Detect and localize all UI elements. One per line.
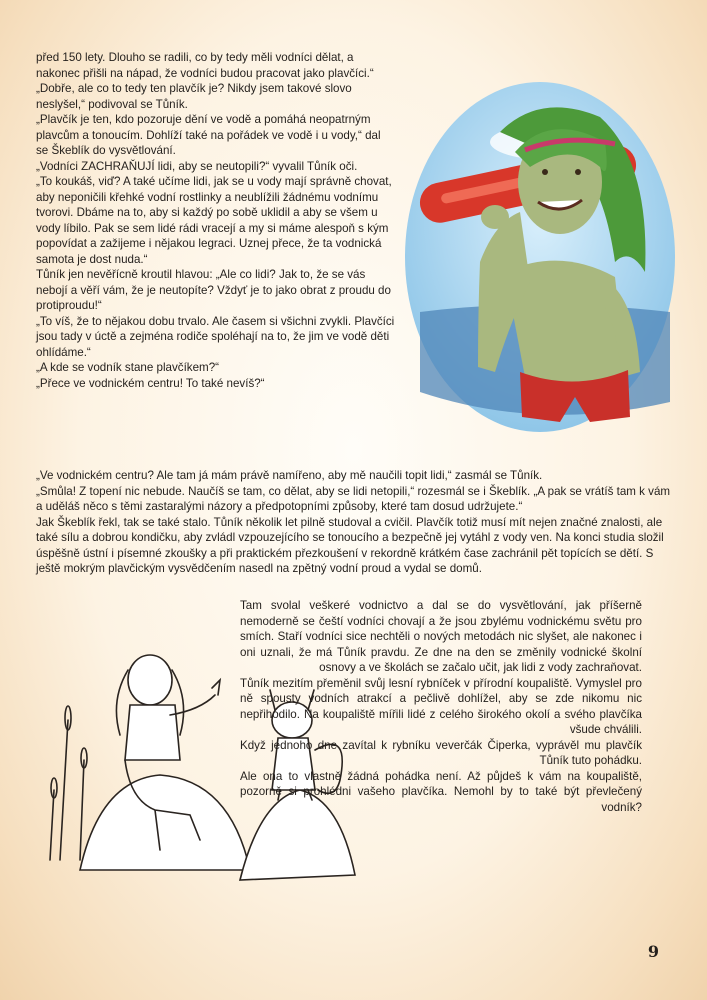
paragraph: „To víš, že to nějakou dobu trvalo. Ale časem si všichni zvykli. Plavčíci jsou tady v úctě a zejména rodiče spoléhají na to, že jim ve vodě děti ohlídáme.“ (36, 314, 395, 359)
paragraph: Jak Škeblík řekl, tak se také stalo. Tůník několik let pilně studoval a cvičil. Plavčík totiž musí mít nejen značné znalosti, ale také sílu a dobrou kondičku, aby zvládl vzpouzejícího se tonoucího a bezpečně jej vytáhl z vody ven. Na konci studia složil úspěšně ústní i písemné zkoušky a při praktickém přezkoušení v rekordně krátkém čase zachránil pět topících se dětí. S ještě mokrým plavčickým vysvědčením nasedl na zpětný vodní proud a vydal se domů. (36, 515, 664, 575)
paragraph: „Plavčík je ten, kdo pozoruje dění ve vodě a pomáhá neopatrným plavcům a tonoucím. Dohlíží také na pořádek ve vodě i u vody,“ dal se Škeblík do vysvětlování. (36, 113, 381, 157)
paragraph: Když jednoho dne zavítal k rybníku veverčák Čiperka, vyprávěl mu plavčík Tůník tuto pohádku. (240, 738, 642, 767)
paragraph: „Přece ve vodnickém centru! To také nevíš?“ (36, 376, 265, 390)
paragraph: Tůník mezitím přeměnil svůj lesní rybníček v přírodní koupaliště. Vymyslel pro ně spousty vodních atrakcí a pečlivě dohlížel, aby se zde nikomu nic nepřihodilo. Na koupaliště mířili lidé z celého širokého okolí a svého plavčíka všude chválili. (240, 676, 642, 736)
paragraph: „Vodníci ZACHRAŇUJÍ lidi, aby se neutopili?“ vyvalil Tůník oči. (36, 159, 358, 173)
full-width-text (36, 468, 672, 577)
paragraph: „Smůla! Z topení nic nebude. Naučíš se tam, co dělat, aby se lidi netopili,“ rozesmál se i Škeblík. „A pak se vrátíš tam k vám a uděláš něco s těmi zastaralými názory a předpotopními způsoby, které tam dosud udržujete.“ (36, 484, 671, 513)
page-number: 9 (647, 942, 659, 961)
paragraph: „Dobře, ale co to tedy ten plavčík je? Nikdy jsem takové slovo neslyšel,“ podivoval se Tůník. (36, 82, 352, 111)
right-aligned-text (240, 598, 642, 815)
paragraph: „Ve vodnickém centru? Ale tam já mám právě namířeno, aby mě naučili topit lidi,“ zasmál se Tůník. (36, 469, 543, 482)
paragraph: před 150 lety. Dlouho se radili, co by tedy měli vodníci dělat, a nakonec přišli na nápad, že vodníci budou pracovat jako plavčíci.“ (36, 51, 374, 80)
paragraph: Tam svolal veškeré vodnictvo a dal se do vysvětlování, jak příšerně nemoderně se čeští vodníci chovají a že jsou zbylému vodnickému světu pro smích. Staří vodníci sice nechtěli o nových metodách nic slyšet, ale nakonec i oni uznali, že má Tůník pravdu. Ze dne na den se změnily vodnické školní osnovy a ve školách se začalo učit, jak lidi z vody zachraňovat. (240, 599, 642, 674)
paragraph: „To koukáš, viď? A také učíme lidi, jak se u vody mají správně chovat, aby neponičili křehké vodní rostlinky a neublížili žádnému vodnímu tvorovi. Dbáme na to, aby si každý po sobě uklidil a aby se všem u vody líbilo. Pak se sem lidé rádi vracejí a my si máme alespoň s kým popovídat a zažijeme i nějakou legraci. Uznej přece, že ta vodnická samota je dost nuda.“ (36, 175, 392, 266)
paragraph: Ale ona to vlastně žádná pohádka není. Až půjdeš k vám na koupaliště, pozorně si prohlédni vašeho plavčíka. Nemohl by to také být převlečený vodník? (240, 769, 642, 814)
lifeguard-waterman-illustration (400, 72, 675, 432)
paragraph: Tůník jen nevěřícně kroutil hlavou: „Ale co lidi? Jak to, že se vás nebojí a věří vám, že je neutopíte? Vždyť je to jako obrat z proudu do protiproudu!“ (36, 268, 391, 312)
left-column-text (36, 50, 396, 391)
paragraph: „A kde se vodník stane plavčíkem?“ (36, 361, 220, 374)
